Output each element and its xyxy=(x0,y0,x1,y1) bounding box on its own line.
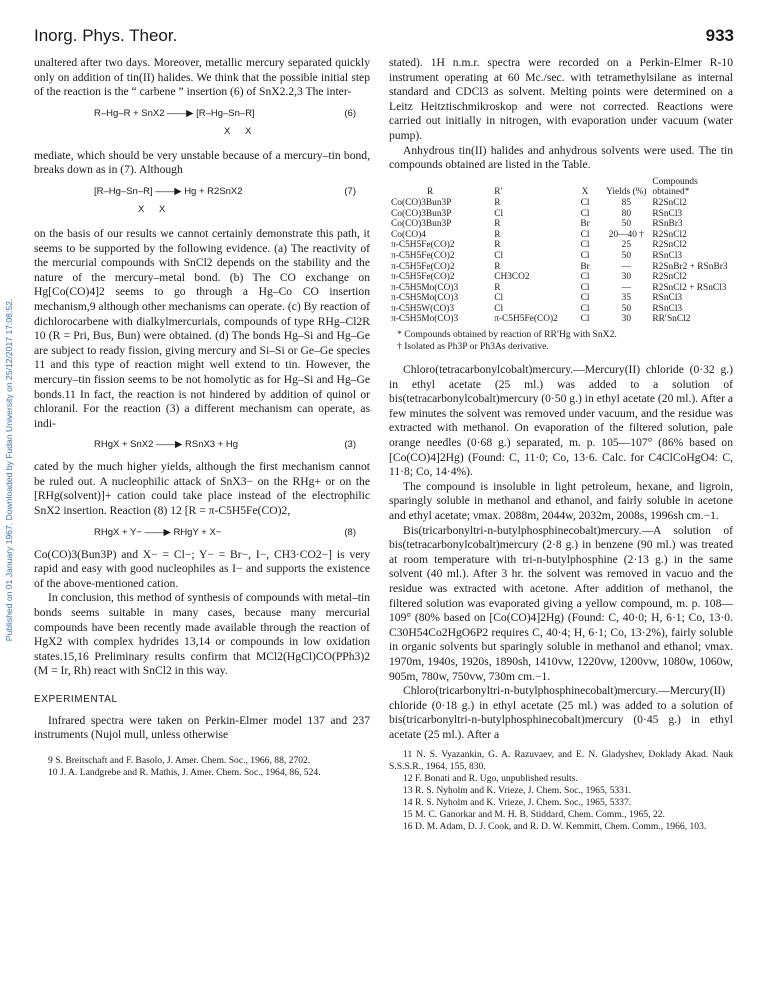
table-cell: Cl xyxy=(580,314,590,325)
table-cell: 30 xyxy=(621,272,632,283)
equation-text: R–Hg–R + SnX2 ——▶ [R–Hg–Sn–R] xyxy=(94,107,255,119)
table-cell: R xyxy=(494,197,501,208)
table-cell: Cl xyxy=(580,293,590,304)
table-cell: Cl xyxy=(580,208,590,219)
table-cell: π-C5H5Fe(CO)2 xyxy=(391,272,455,283)
table-cell: R xyxy=(494,282,501,293)
table-cell: 85 xyxy=(621,197,632,208)
table-cell: π-C5H5Mo(CO)3 xyxy=(391,282,459,293)
equation-3 xyxy=(34,436,370,456)
column-header: Yields (%) xyxy=(606,187,647,198)
table-cell: 35 xyxy=(621,293,632,304)
table-cell: RR′SnCl2 xyxy=(652,314,691,325)
table-cell: R2SnCl2 xyxy=(652,240,687,251)
results-table xyxy=(389,177,733,325)
table-cell: Co(CO)3Bun3P xyxy=(391,197,452,208)
table-cell: Cl xyxy=(494,250,504,261)
table-cell: 80 xyxy=(621,208,632,219)
table-cell: Co(CO)3Bun3P xyxy=(391,219,452,230)
table-row xyxy=(389,262,733,273)
paragraph: In conclusion, this method of synthesis of compounds with metal–tin bonds seems suitable in many cases, because many mercurial compounds have been recently made available through the reaction of HgX2 with complex hydrides 13,14 or compounds in low oxidation states.15,16 Preliminary results confirm that MCl2(HgCl)CO(PPh3)2 (M = Ir, Rh) react with SnCl2 in this way. xyxy=(34,591,370,678)
table-cell: R2SnCl2 xyxy=(652,272,687,283)
table-row xyxy=(389,293,733,304)
table-cell: R xyxy=(494,261,501,272)
equation-8 xyxy=(34,524,370,544)
table-cell: 30 xyxy=(621,314,632,325)
table-cell: 50 xyxy=(621,219,632,230)
table-cell: π-C5H5W(CO)3 xyxy=(391,303,455,314)
publication-notice-text: Published on 01 January 1967. Downloaded by Fudan University on 25/12/2017 17:08:52. xyxy=(4,298,14,642)
equation-number: (6) xyxy=(344,107,356,119)
page-number: 933 xyxy=(705,26,734,45)
table-row xyxy=(389,314,733,325)
table-cell: Cl xyxy=(494,303,504,314)
table-row xyxy=(389,240,733,251)
table-row xyxy=(389,198,733,209)
footnote: 9 S. Breitschaft and F. Basolo, J. Amer. Chem. Soc., 1966, 88, 2702. xyxy=(48,754,311,766)
paragraph: Anhydrous tin(II) halides and anhydrous solvents were used. The tin compounds obtained are listed in the Table. xyxy=(389,143,733,172)
table-cell: Cl xyxy=(580,229,590,240)
table-cell: Co(CO)4 xyxy=(391,229,426,240)
table-cell: Cl xyxy=(580,240,590,251)
table-row xyxy=(389,230,733,241)
table-footnote: * Compounds obtained by reaction of RR′Hg with SnX2. xyxy=(397,329,617,341)
table-cell: RSnBr3 xyxy=(652,219,683,230)
table-cell: RSnCl3 xyxy=(652,303,683,314)
table-cell: Br xyxy=(580,219,590,230)
footnote: 10 J. A. Landgrebe and R. Mathis, J. Amer. Chem. Soc., 1964, 86, 524. xyxy=(48,766,321,778)
table-cell: Cl xyxy=(580,272,590,283)
equation-substituents: X X xyxy=(138,203,172,215)
reference-item: 11 N. S. Vyazankin, G. A. Razuvaev, and E. N. Gladyshev, Doklady Akad. Nauk S.S.S.R., 1964, 155, 830. xyxy=(389,748,733,772)
paragraph: The compound is insoluble in light petroleum, hexane, and ligroin, sparingly soluble in methanol and ethanol, and fairly soluble in acetone and ethyl acetate; νmax. 2088m, 2044w, 2032m, 2008s, 1996sh cm.−1. xyxy=(389,479,733,522)
table-row xyxy=(389,219,733,230)
paragraph: unaltered after two days. Moreover, metallic mercury separated quickly only on addition of tin(II) halides. We think that the possible initial step of the reaction is the “ carbene ” insertion (6) of SnX2.2,3 The inter- xyxy=(34,56,370,99)
reference-item: 15 M. C. Ganorkar and M. H. B. Stiddard, Chem. Comm., 1965, 22. xyxy=(403,808,665,820)
table-cell: RSnCl3 xyxy=(652,208,683,219)
table-cell: π-C5H5Mo(CO)3 xyxy=(391,293,459,304)
table-row xyxy=(389,272,733,283)
table-cell: π-C5H5Fe(CO)2 xyxy=(391,240,455,251)
table-cell: π-C5H5Fe(CO)2 xyxy=(494,314,558,325)
page-header xyxy=(34,26,734,48)
paragraph: Chloro(tetracarbonylcobalt)mercury.—Mercury(II) chloride (0·32 g.) in ethyl acetate (25 ml.) was added to a solution of bis(tetracarbonylcobalt)mercury (0·50 g.) in ethyl acetate (20 ml.). After a few minutes the solvent was removed under vacuum, and the residue was extracted with methanol. On evaporation of the filtered solution, pale orange needles (0·68 g.) separated, m. p. 105—107° (86% based on [Co(CO)4]2Hg) (Found: C, 11·0; Co, 13·6. Calc. for C4ClCoHgO4: C, 11·8; Co, 14·4%). xyxy=(389,363,733,479)
table-cell: π-C5H5Fe(CO)2 xyxy=(391,250,455,261)
equation-text: RHgX + Y− ——▶ RHgY + X− xyxy=(94,526,222,538)
paragraph: stated). 1H n.m.r. spectra were recorded on a Perkin-Elmer R-10 instrument operating at 60 Mc./sec. with tetramethylsilane as internal standard and CDCl3 as solvent. Melting points were determined on a Leitz Heitztischmikroskop and were not corrected. Reactions were carried out initially in nitrogen, with evaporation under vacuum (water pump). xyxy=(389,56,733,142)
reference-item: 12 F. Bonati and R. Ugo, unpublished results. xyxy=(403,772,578,784)
table-cell: R2SnBr2 + RSnBr3 xyxy=(652,261,728,272)
table-cell: 50 xyxy=(621,303,632,314)
table-footnote: † Isolated as Ph3P or Ph3As derivative. xyxy=(397,341,549,353)
equation-number: (7) xyxy=(344,185,356,197)
table-cell: Cl xyxy=(494,208,504,219)
table-cell: Cl xyxy=(580,197,590,208)
column-header: R xyxy=(427,187,434,198)
journal-section-title: Inorg. Phys. Theor. xyxy=(34,26,178,45)
table-cell: — xyxy=(621,282,632,293)
paragraph: Infrared spectra were taken on Perkin-Elmer model 137 and 237 instruments (Nujol mull, unless otherwise xyxy=(34,713,370,742)
table-cell: Co(CO)3Bun3P xyxy=(391,208,452,219)
table-cell: — xyxy=(621,261,632,272)
paragraph: mediate, which should be very unstable because of a mercury–tin bond, breaks down as in (7). Although xyxy=(34,148,370,177)
reference-item: 14 R. S. Nyholm and K. Vrieze, J. Chem. Soc., 1965, 5337. xyxy=(403,796,632,808)
table-cell: CH3CO2 xyxy=(494,272,530,283)
column-header: R′ xyxy=(494,187,503,198)
equation-number: (8) xyxy=(344,526,356,538)
reference-item: 13 R. S. Nyholm and K. Vrieze, J. Chem. Soc., 1965, 5331. xyxy=(403,784,632,796)
paragraph: cated by the much higher yields, although the first mechanism cannot be ruled out. A nucleophilic attack of SnX3− on the RHg+ or on the [RHg(solvent)]+ cation could take place instead of the electrophilic SnX2 insertion. Reaction (8) 12 [R = π-C5H5Fe(CO)2, xyxy=(34,460,370,518)
table-cell: Cl xyxy=(580,282,590,293)
table-cell: R2SnCl2 xyxy=(652,229,687,240)
right-column xyxy=(389,56,733,833)
table-cell: Br xyxy=(580,261,590,272)
column-header: X xyxy=(581,187,589,198)
table-row xyxy=(389,304,733,315)
table-cell: 25 xyxy=(621,240,632,251)
equation-text: RHgX + SnX2 ——▶ RSnX3 + Hg xyxy=(94,439,239,451)
equation-number: (3) xyxy=(344,439,356,451)
paragraph: Co(CO)3(Bun3P) and X− = Cl−; Y− = Br−, I−, CH3·CO2−] is very rapid and easy with good nucleophiles as I− and supports the existence of the above-mentioned cation. xyxy=(34,547,370,590)
paragraph: Chloro(tricarbonyltri-n-butylphosphinecobalt)mercury.—Mercury(II) chloride (0·18 g.) in ethyl acetate (25 ml.) was added to a solution of bis(tricarbonyltri-n-butylphosphinecobalt)mercury (0·45 g.) in ethyl acetate (25 ml.). After a xyxy=(389,684,733,741)
equation-7 xyxy=(34,183,370,223)
table-body xyxy=(389,198,733,325)
paragraph: Bis(tricarbonyltri-n-butylphosphinecobalt)mercury.—A solution of bis(tetracarbonylcobalt)mercury (2·8 g.) in benzene (90 ml.) was treated at room temperature with tri-n-butylphosphine (2·13 g.) in the same solvent (40 ml.). After 3 hr. the solvent was removed in vacuo and the residue was extracted with acetone. After addition of methanol, the filtered solution was evaporated giving a yellow compound, m. p. 108—109° (80% based on [Co(CO)4]2Hg) (Found: C, 40·0; H, 6·1; Co, 13·0. C30H54Co2HgO6P2 requires C, 40·4; H, 6·1; Co, 13·2%), fairly soluble in organic solvents but sparingly soluble in methanol and ethanol; νmax. 1970m, 1940s, 1920s, 1890sh, 1410vw, 1220vw, 1200vw, 1080w, 1060w, 905m, 780w, 750vw, 730m cm.−1. xyxy=(389,523,733,683)
table-row xyxy=(389,283,733,294)
table-row xyxy=(389,209,733,220)
publication-notice xyxy=(2,240,16,700)
left-column xyxy=(34,56,370,779)
column-header: Compounds obtained* xyxy=(652,176,698,198)
table-cell: Cl xyxy=(580,303,590,314)
table-cell: R2SnCl2 + RSnCl3 xyxy=(652,282,727,293)
table-cell: π-C5H5Fe(CO)2 xyxy=(391,261,455,272)
table-cell: Cl xyxy=(494,293,504,304)
equation-6 xyxy=(34,105,370,145)
table-cell: R xyxy=(494,240,501,251)
paragraph: on the basis of our results we cannot certainly demonstrate this path, it seems to be supported by the following evidence. (a) The reactivity of the mercurial compounds with SnCl2 depends on the stability and the nature of the mercury–metal bond. (b) The CO exchange on Hg[Co(CO)4]2 seems to go through a Hg–Co CO insertion mechanism,9 although other mechanisms can operate. (c) By reaction of dichlorocarbene with dialkylmercurials, compounds of type RHg–Cl2R 10 (R = Pri, Bus, Bun) were obtained. (d) The bonds Hg–Si and Hg–Ge are subject to ready fission, giving mercury and Si–Si or Ge–Ge species 11 and this type of reaction might well extend to tin. However, the mercury–tin fission seems to be not homolytic as for Hg–Si and Hg–Ge bonds.11 In fact, the reaction is not hindered by addition of quinol or chloranil. For the reaction (3) a different mechanism can operate, as indi- xyxy=(34,226,370,430)
table-cell: R2SnCl2 xyxy=(652,197,687,208)
equation-text: [R–Hg–Sn–R] ——▶ Hg + R2SnX2 xyxy=(94,185,243,197)
table-header-row xyxy=(389,177,733,198)
section-heading-experimental: EXPERIMENTAL xyxy=(34,694,118,705)
table-cell: π-C5H5Mo(CO)3 xyxy=(391,314,459,325)
reference-list xyxy=(389,749,733,833)
equation-substituents: X X xyxy=(224,125,258,137)
reference-item: 16 D. M. Adam, D. J. Cook, and R. D. W. Kemmitt, Chem. Comm., 1966, 103. xyxy=(403,820,707,832)
table-cell: 50 xyxy=(621,250,632,261)
table-row xyxy=(389,251,733,262)
table-cell: R xyxy=(494,219,501,230)
table-cell: Cl xyxy=(580,250,590,261)
table-cell: R xyxy=(494,229,501,240)
table-cell: RSnCl3 xyxy=(652,293,683,304)
table-cell: RSnCl3 xyxy=(652,250,683,261)
table-cell: 20—40 † xyxy=(608,229,644,240)
